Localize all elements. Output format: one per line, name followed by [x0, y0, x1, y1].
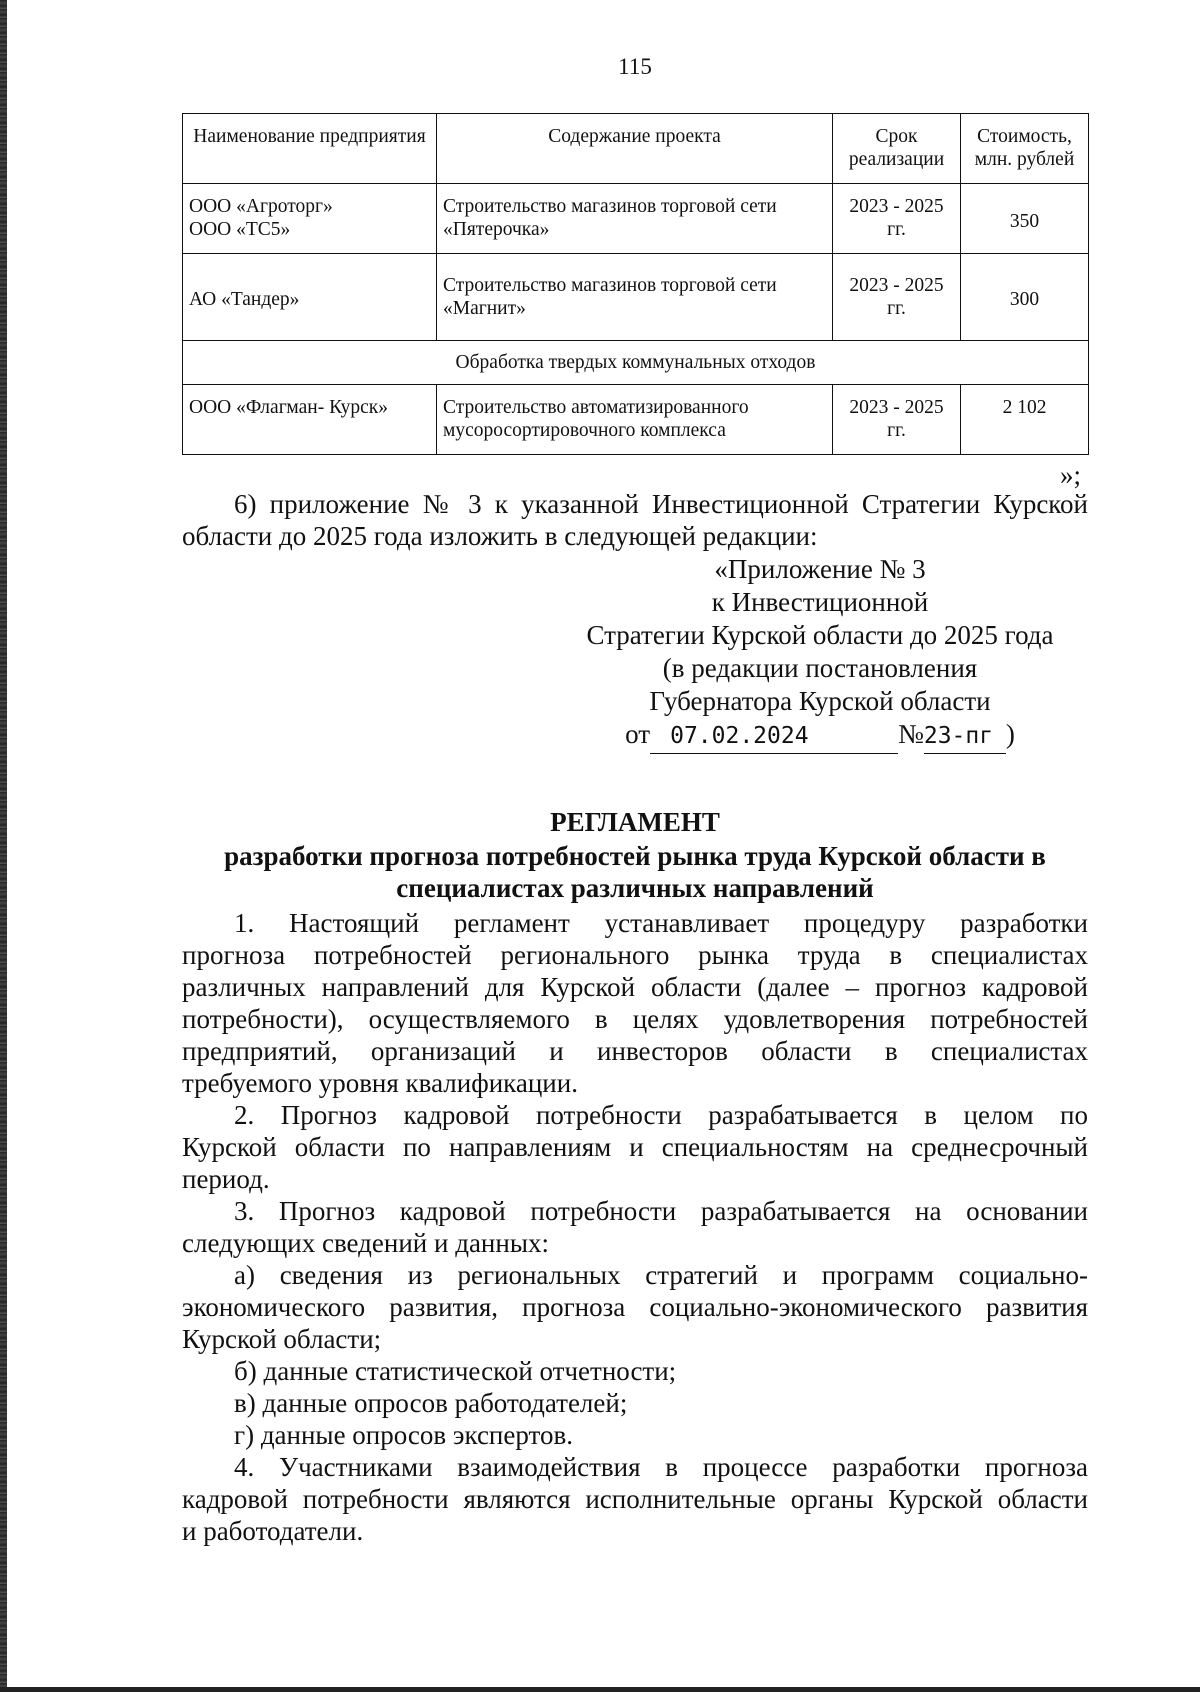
section-cell: Обработка твердых коммунальных отходов: [183, 341, 1089, 385]
term-line: 2023 - 2025: [849, 397, 944, 418]
enterprise-line: ООО «ТС5»: [189, 219, 291, 240]
page-number: 115: [618, 54, 652, 79]
enterprise-line: ООО «Агроторг»: [189, 196, 333, 217]
term-cell: [833, 385, 961, 455]
enterprise-cell: ООО «Флагман- Курск»: [183, 385, 437, 455]
header-cell: Содержание проекта: [437, 114, 833, 184]
text-line: б) данные статистической отчетности;: [234, 1356, 677, 1386]
term-cell: [833, 184, 961, 254]
text-line: 4. Участниками взаимодействия в процессе разработки прогноза: [234, 1452, 1088, 1482]
paragraph-3: [182, 1195, 1088, 1259]
content-line: Строительство автоматизированного: [443, 397, 749, 418]
annex-line: (в редакции постановления: [662, 653, 978, 683]
paragraph-4: [182, 1451, 1088, 1547]
amendment-paragraph: [182, 488, 1088, 552]
annex-line: к Инвестиционной: [711, 587, 929, 617]
table-row: [183, 184, 1089, 254]
term-line: гг.: [887, 420, 906, 441]
text-line: области до 2025 года изложить в следующей редакции:: [182, 521, 818, 551]
table-section-row: [183, 341, 1089, 385]
doc-title: РЕГЛАМЕНТ: [550, 807, 720, 837]
text-line: 1. Настоящий регламент устанавливает процедуру разработки: [234, 908, 1088, 938]
term-line: 2023 - 2025: [849, 275, 944, 296]
enterprise-cell: АО «Тандер»: [183, 254, 437, 341]
text-line: потребности), осуществляемого в целях удовлетворения потребностей: [182, 1004, 1088, 1034]
content-cell: [437, 254, 833, 341]
subtitle-line: разработки прогноза потребностей рынка труда Курской области в: [224, 841, 1046, 871]
content-line: мусоросортировочного комплекса: [443, 420, 726, 441]
doc-subtitle: [182, 840, 1088, 904]
content-line: Строительство магазинов торговой сети: [443, 275, 777, 296]
content-cell: [437, 385, 833, 455]
term-line: гг.: [887, 219, 906, 240]
decree-date-value: 07.02.2024: [670, 723, 809, 749]
number-sign: №: [898, 719, 924, 749]
paragraph-2: [182, 1099, 1088, 1195]
term-line: 2023 - 2025: [849, 196, 944, 217]
annex-header: [560, 553, 1080, 754]
text-line: 6) приложение № 3 к указанной Инвестиционной Стратегии Курской: [234, 489, 1088, 519]
paragraph-a: [182, 1259, 1088, 1355]
paragraph-g: [182, 1419, 1088, 1451]
text-line: Курской области по направлениям и специальностям на среднесрочный: [182, 1132, 1088, 1162]
text-line: требуемого уровня квалификации.: [182, 1068, 578, 1098]
content-line: «Магнит»: [443, 298, 526, 319]
from-label: от: [625, 719, 651, 749]
annex-line: Стратегии Курской области до 2025 года: [586, 620, 1054, 650]
scan-edge-left: [0, 0, 7, 1692]
text-line: следующих сведений и данных:: [182, 1228, 549, 1258]
content-line: Строительство магазинов торговой сети: [443, 196, 777, 217]
term-line: гг.: [887, 298, 906, 319]
annex-line: Губернатора Курской области: [649, 686, 991, 716]
text-line: Курской области;: [182, 1324, 382, 1354]
text-line: и работодатели.: [182, 1516, 364, 1546]
content-cell: [437, 184, 833, 254]
table-row: [183, 385, 1089, 455]
text-line: 3. Прогноз кадровой потребности разрабатывается на основании: [234, 1196, 1088, 1226]
annex-line: «Приложение № 3: [714, 554, 926, 584]
decree-date: [650, 718, 898, 754]
cost-cell: 300: [961, 254, 1089, 341]
term-cell: [833, 254, 961, 341]
header-cell: Наименование предприятия: [183, 114, 437, 184]
scan-edge-bottom: [0, 1687, 1200, 1692]
text-line: предприятий, организаций и инвесторов области в специалистах: [182, 1036, 1088, 1066]
paragraph-v: [182, 1387, 1088, 1419]
subtitle-line: специалистах различных направлений: [396, 873, 874, 903]
text-line: различных направлений для Курской области (далее – прогноз кадровой: [182, 972, 1088, 1002]
closing-quote: »;: [1060, 460, 1082, 490]
header-cell: Стоимость, млн. рублей: [961, 114, 1089, 184]
text-line: период.: [182, 1164, 270, 1194]
closing-paren: ): [1005, 719, 1015, 749]
projects-table: [182, 113, 1089, 455]
enterprise-cell: [183, 184, 437, 254]
header-cell: Срок реализации: [833, 114, 961, 184]
text-line: а) сведения из региональных стратегий и программ социально-: [234, 1260, 1088, 1290]
decree-number: 23-пг: [924, 720, 1006, 754]
paragraph-1: [182, 907, 1088, 1099]
annex-date-line: [560, 718, 1080, 754]
text-line: в) данные опросов работодателей;: [234, 1388, 628, 1418]
text-line: кадровой потребности являются исполнительные органы Курской области: [182, 1484, 1088, 1514]
text-line: г) данные опросов экспертов.: [234, 1420, 573, 1450]
table-header-row: [183, 114, 1089, 184]
cost-cell: 350: [961, 184, 1089, 254]
text-line: 2. Прогноз кадровой потребности разрабатывается в целом по: [234, 1100, 1088, 1130]
content-line: «Пятерочка»: [443, 219, 550, 240]
paragraph-b: [182, 1355, 1088, 1387]
table-row: [183, 254, 1089, 341]
text-line: прогноза потребностей регионального рынка труда в специалистах: [182, 940, 1088, 970]
text-line: экономического развития, прогноза социально-экономического развития: [182, 1292, 1088, 1322]
cost-cell: 2 102: [961, 385, 1089, 455]
